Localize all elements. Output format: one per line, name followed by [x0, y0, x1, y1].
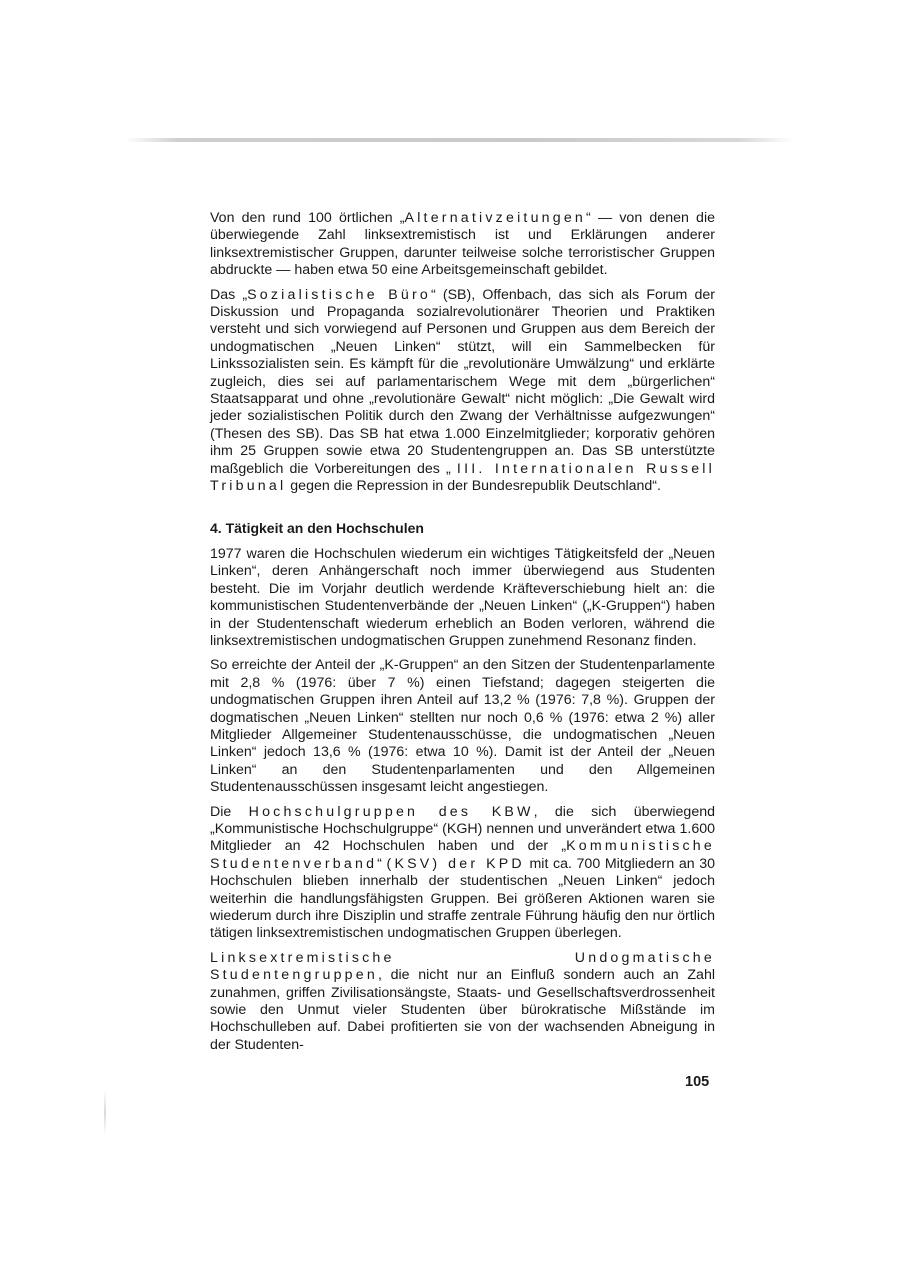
p1-text-a: Von den rund 100 örtlichen „ [210, 210, 405, 226]
p5-spaced-kpd: (KSV) der KPD [386, 855, 525, 872]
p1-spaced-term: Alternativzeitungen [404, 210, 587, 226]
margin-mark [104, 1090, 106, 1135]
p6-text-b: , die nicht nur an Einfluß sondern auch an Zahl zunahmen, griffen Zivilisationsängste, Staats- und Gesellschaftsverdrossenheit sowie den Unmut vieler Studenten über bürokratische Mißstände im Hochschulleben auf. Dabei profitierten sie von der wachsenden Abneigung in der Studenten- [210, 967, 715, 1053]
p2-spaced-tribunal: III. Internationalen Russell Tribunal [210, 460, 715, 495]
p5-text-a: Die [210, 803, 249, 820]
p6-spaced-term: Linksextremistische Undogmatische Studentengruppen [210, 949, 715, 984]
paragraph-hochschulgruppen-kbw [210, 804, 715, 943]
p2-spaced-term: Sozialistische Büro [247, 286, 431, 303]
p5-text-c: , die sich überwiegend „Kommunistische Hochschulgruppe“ (KGH) nennen und unverändert etwa 1.600 Mitglieder an 42 Hochschulen haben und der „ [210, 803, 715, 855]
p2-text-a: Das „ [210, 286, 248, 303]
paragraph-sozialistisches-buero [210, 287, 715, 496]
paragraph-hochschulen-intro: 1977 waren die Hochschulen wiederum ein wichtiges Tätigkeitsfeld der „Neuen Linken“, deren Anhängerschaft noch immer überwiegend aus Studenten besteht. Die im Vorjahr deutlich werdende Kräfteverschiebung hielt an: die kommunistischen Studentenverbände der „Neuen Linken“ („K-Gruppen“) haben in der Studentenschaft wiederum erheblich an Boden verloren, während die linksextremistischen undogmatischen Gruppen zunehmend Resonanz finden. [210, 545, 715, 649]
paragraph-k-gruppen-anteil: So erreichte der Anteil der „K-Gruppen“ an den Sitzen der Studentenparlamente mit 2,8 % (1976: über 7 %) einen Tiefstand; dagegen steigerten die undogmatischen Gruppen ihren Anteil auf 13,2 % (1976: 7,8 %). Gruppen der dogmatischen „Neuen Linken“ stellten nur noch 0,6 % (1976: etwa 2 %) aller Mitglieder Allgemeiner Studentenausschüsse, die undogmatischen „Neuen Linken“ jedoch 13,6 % (1976: etwa 10 %). Damit ist der Anteil der „Neuen Linken“ an den Studentenparlamenten und den Allgemeinen Studentenausschüssen insgesamt leicht angestiegen. [210, 657, 715, 796]
p1-text-c: “ — von denen die überwiegende Zahl linksextremistisch ist und Erklärungen anderer linksextremistischer Gruppen, darunter teilweise solche terroristischer Gruppen abdruckte — haben etwa 50 eine Arbeitsgemeinschaft gebildet. [210, 210, 715, 279]
paragraph-undogmatische-gruppen [210, 950, 715, 1054]
p2-text-c: “ (SB), Offenbach, das sich als Forum der Diskussion und Propaganda sozialrevolutionärer Theorien und Praktiken versteht und sich vorwiegend auf Personen und Gruppen aus dem Bereich der undogmatischen „Neuen Linken“ stützt, will ein Sammelbecken für Linkssozialisten sein. Es kämpft für die „revolutionäre Umwälzung“ und erklärte zugleich, dies sei auf parlamentarischem Wege mit dem „bürgerlichen“ Staatsapparat und ohne „revolutionäre Gewalt“ nicht möglich: „Die Gewalt wird jeder sozialistischen Politik durch den Zwang der Verhältnisse aufgezwungen“ (Thesen des SB). Das SB hat etwa 1.000 Einzelmitglieder; korporativ gehören ihm 25 Gruppen sowie etwa 20 Studentengruppen an. Das SB unterstützte maßgeblich die Vorbereitungen des „ [210, 286, 715, 477]
p5-spaced-kbw: Hochschulgruppen des KBW [248, 803, 534, 820]
p5-text-e: “ [377, 855, 387, 872]
paragraph-alternativzeitungen [210, 210, 715, 280]
body-text [210, 210, 715, 1061]
p5-spaced-ksv: Kommunistische Studentenverband [210, 838, 715, 872]
section-heading: 4. Tätigkeit an den Hochschulen [210, 519, 424, 536]
p5-text-g: mit ca. 700 Mitgliedern an 30 Hochschulen blieben innerhalb der studentischen „Neuen Linken“ jedoch weiterhin die handlungsfähigsten Gruppen. Bei größeren Aktionen waren sie wiederum durch ihre Disziplin und straffe zentrale Führung häufig den nur örtlich tätigen linksextremistischen undogmatischen Gruppen überlegen. [210, 855, 715, 942]
page-number: 105 [685, 1074, 710, 1090]
p2-text-e: gegen die Repression in der Bundesrepublik Deutschland“. [286, 478, 661, 495]
top-edge-shadow [125, 138, 793, 142]
